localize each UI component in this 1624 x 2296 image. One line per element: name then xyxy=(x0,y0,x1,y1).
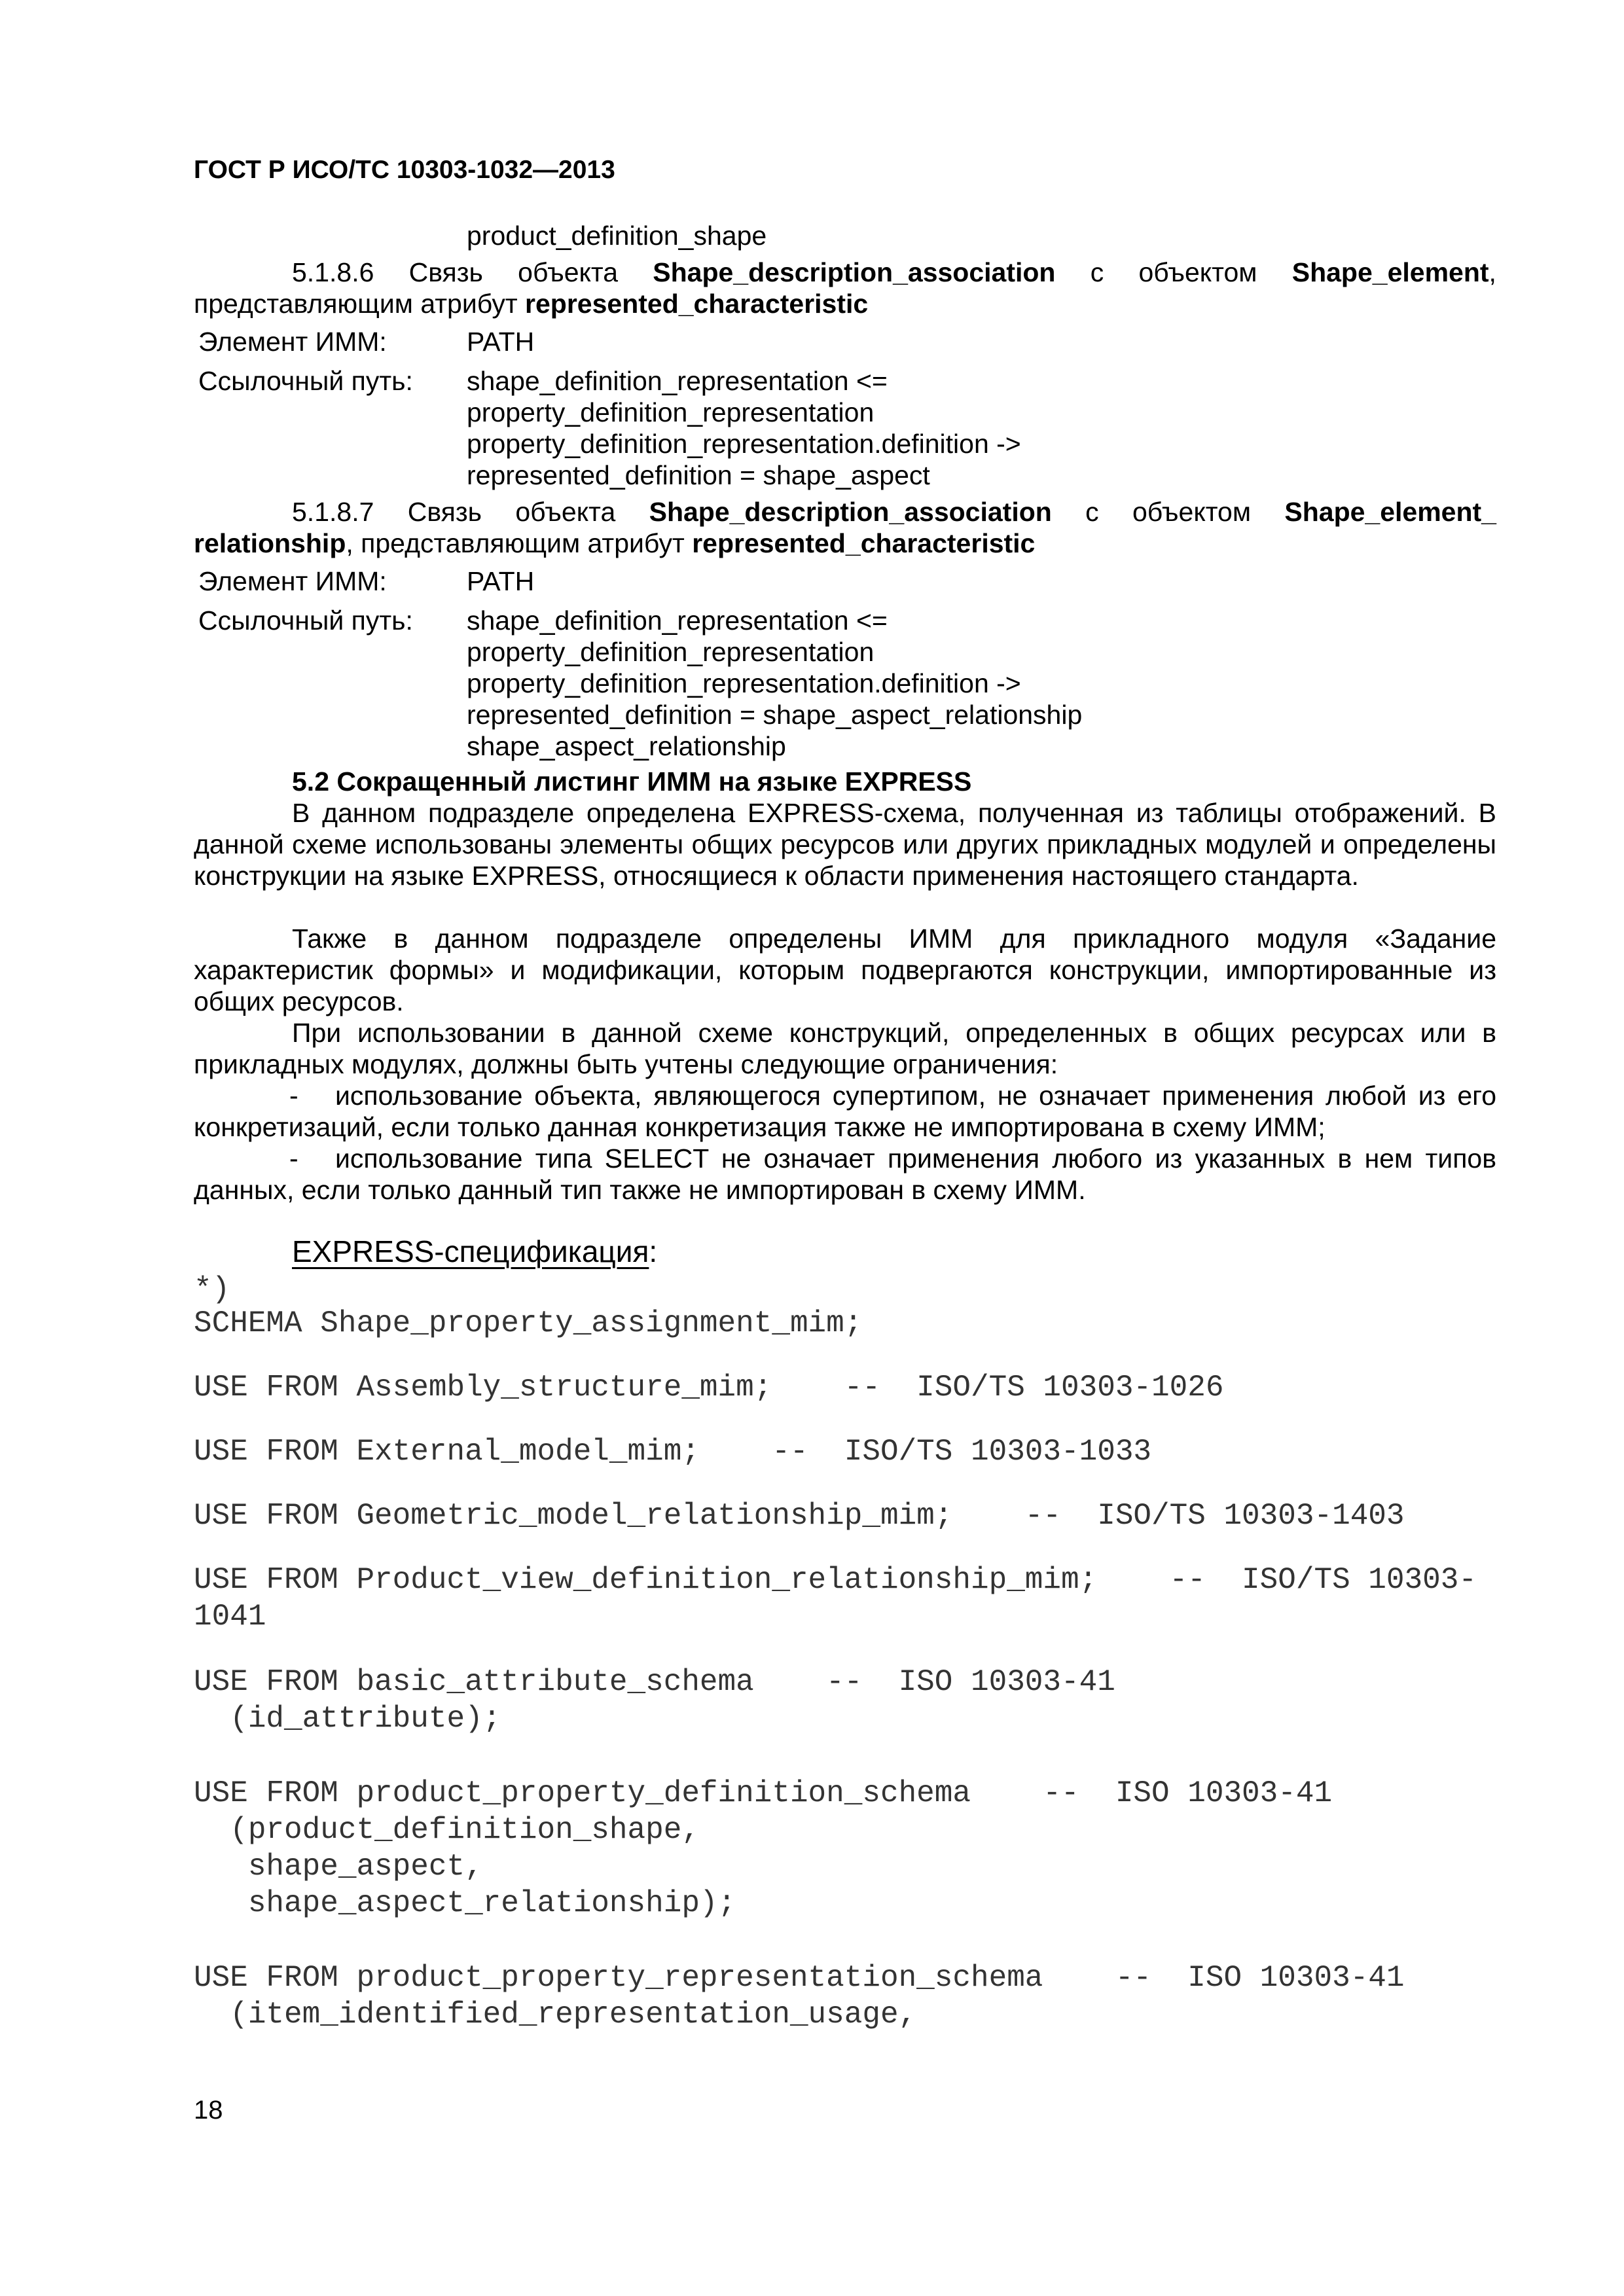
imm-label: Элемент ИММ: xyxy=(198,566,387,596)
attribute-name: represented_characteristic xyxy=(525,289,869,319)
paragraph-2: Также в данном подразделе определены ИММ для прикладного модуля «Задание характеристик формы» и модификации, которым подвергаются конструкции, импортированные из общих ресурсов. xyxy=(194,924,1496,1016)
code-line-10: USE FROM product_property_definition_schema -- ISO 10303-41 xyxy=(194,1776,1333,1810)
word: Связь xyxy=(407,497,482,527)
clause-5-1-8-6-line2: представляющим атрибут represented_characteristic xyxy=(194,289,869,319)
entity-name: Shape_description_association xyxy=(653,257,1056,287)
code-line-7: 1041 xyxy=(194,1600,266,1634)
code-line-8: USE FROM basic_attribute_schema -- ISO 10303-41 xyxy=(194,1665,1115,1699)
code-line-11: (product_definition_shape, xyxy=(194,1813,700,1847)
imm-value: PATH xyxy=(467,327,535,357)
bullet-marker: - xyxy=(289,1081,298,1111)
imm-label: Элемент ИММ: xyxy=(198,327,387,357)
ref-path-4: represented_definition = shape_aspect xyxy=(467,460,930,490)
code-line-5: USE FROM Geometric_model_relationship_mim; -- ISO/TS 10303-1403 xyxy=(194,1499,1405,1533)
bullet-item-1: - использование объекта, являющегося супертипом, не означает применения любой из его конкретизаций, если только данная конкретизация также не импортирована в схему ИММ; xyxy=(194,1081,1496,1142)
entity-name: Shape_description_association xyxy=(649,497,1052,527)
express-spec-title: EXPRESS-спецификация: xyxy=(292,1234,658,1268)
ref-path-label: Ссылочный путь: xyxy=(198,605,413,636)
bullet-item-2: - использование типа SELECT не означает применения любого из указанных в нем типов данных, если только данный тип также не импортирован в схему ИММ. xyxy=(194,1143,1496,1205)
ref-path-3: property_definition_representation.definition -> xyxy=(467,668,1021,698)
page-number: 18 xyxy=(194,2096,223,2125)
attribute-name: represented_characteristic xyxy=(692,528,1036,558)
code-line-2: SCHEMA Shape_property_assignment_mim; xyxy=(194,1306,863,1340)
clause-5-1-8-6-line1 xyxy=(194,257,1496,288)
word: с xyxy=(1085,497,1099,527)
document-header: ГОСТ Р ИСО/ТС 10303-1032—2013 xyxy=(194,156,615,184)
ref-path-2: property_definition_representation xyxy=(467,397,875,427)
target-entity: Shape_element_ xyxy=(1284,497,1496,527)
code-line-14: USE FROM product_property_representation_schema -- ISO 10303-41 xyxy=(194,1961,1405,1995)
clause-number: 5.1.8.7 xyxy=(292,497,374,527)
imm-value: PATH xyxy=(467,566,535,596)
paragraph-1: В данном подразделе определена EXPRESS-схема, полученная из таблицы отображений. В данной схеме использованы элементы общих ресурсов или других прикладных модулей и определены конструкции на языке EXPRESS, относящиеся к области применения настоящего стандарта. xyxy=(194,798,1496,891)
top-line: product_definition_shape xyxy=(467,221,767,251)
code-line-12: shape_aspect, xyxy=(194,1850,483,1884)
bullet-marker: - xyxy=(289,1143,298,1174)
target-entity: Shape_element, xyxy=(1291,257,1496,287)
clause-number: 5.1.8.6 xyxy=(292,257,374,287)
paragraph-3: При использовании в данной схеме конструкций, определенных в общих ресурсах или в прикладных модулях, должны быть учтены следующие ограничения: xyxy=(194,1018,1496,1079)
code-line-4: USE FROM External_model_mim; -- ISO/TS 10303-1033 xyxy=(194,1435,1152,1469)
ref-path-5: shape_aspect_relationship xyxy=(467,731,786,761)
clause-5-1-8-7 xyxy=(194,496,1496,559)
ref-path-1: shape_definition_representation <= xyxy=(467,366,888,396)
code-line-15: (item_identified_representation_usage, xyxy=(194,1998,917,2032)
ref-path-4: represented_definition = shape_aspect_relationship xyxy=(467,700,1083,730)
clause-5-1-8-7-line1 xyxy=(194,496,1496,528)
word: Связь xyxy=(408,257,483,287)
word: объектом xyxy=(1138,257,1257,287)
clause-5-1-8-7-line2: relationship, представляющим атрибут represented_characteristic xyxy=(194,528,1036,558)
ref-path-label: Ссылочный путь: xyxy=(198,366,413,396)
code-line-3: USE FROM Assembly_structure_mim; -- ISO/TS 10303-1026 xyxy=(194,1371,1224,1405)
section-heading: 5.2 Сокращенный листинг ИММ на языке EXPRESS xyxy=(292,766,972,797)
word: с xyxy=(1090,257,1104,287)
code-line-1: *) xyxy=(194,1272,230,1306)
code-line-9: (id_attribute); xyxy=(194,1702,501,1736)
code-line-13: shape_aspect_relationship); xyxy=(194,1886,736,1920)
word: объекта xyxy=(515,497,616,527)
ref-path-1: shape_definition_representation <= xyxy=(467,605,888,636)
ref-path-2: property_definition_representation xyxy=(467,637,875,667)
code-line-6: USE FROM Product_view_definition_relationship_mim; -- ISO/TS 10303- xyxy=(194,1563,1477,1597)
word: объектом xyxy=(1132,497,1252,527)
clause-5-1-8-6 xyxy=(194,257,1496,319)
word: объекта xyxy=(518,257,619,287)
ref-path-3: property_definition_representation.definition -> xyxy=(467,429,1021,459)
